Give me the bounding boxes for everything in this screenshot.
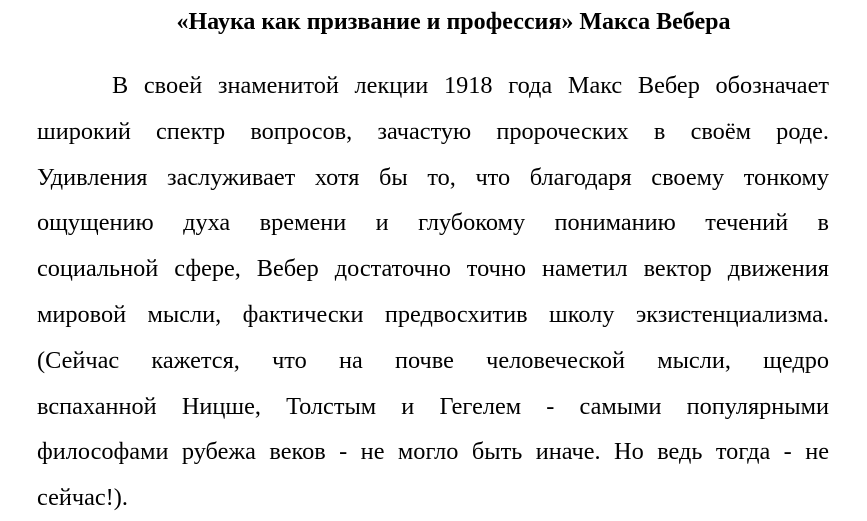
paragraph-line: мировой мысли, фактически предвосхитив школу экзистенциализма. <box>37 300 829 328</box>
body-paragraph <box>37 63 829 521</box>
paragraph-line: социальной сфере, Вебер достаточно точно наметил вектор движения <box>37 255 829 283</box>
document-title: «Наука как призвание и профессия» Макса Вебера <box>176 9 731 35</box>
paragraph-line: вспаханной Ницше, Толстым и Гегелем - самыми популярными <box>37 392 829 420</box>
paragraph-line: сейчас!). <box>37 484 128 512</box>
paragraph-line: широкий спектр вопросов, зачастую пророческих в своём роде. <box>37 117 829 145</box>
paragraph-line: (Сейчас кажется, что на почве человеческой мысли, щедро <box>37 346 829 374</box>
paragraph-line: Удивления заслуживает хотя бы то, что благодаря своему тонкому <box>37 163 829 191</box>
paragraph-line: ощущению духа времени и глубокому пониманию течений в <box>37 209 829 237</box>
paragraph-line: В своей знаменитой лекции 1918 года Макс Вебер обозначает <box>112 72 829 99</box>
paragraph-line: философами рубежа веков - не могло быть иначе. Но ведь тогда - не <box>37 438 829 466</box>
